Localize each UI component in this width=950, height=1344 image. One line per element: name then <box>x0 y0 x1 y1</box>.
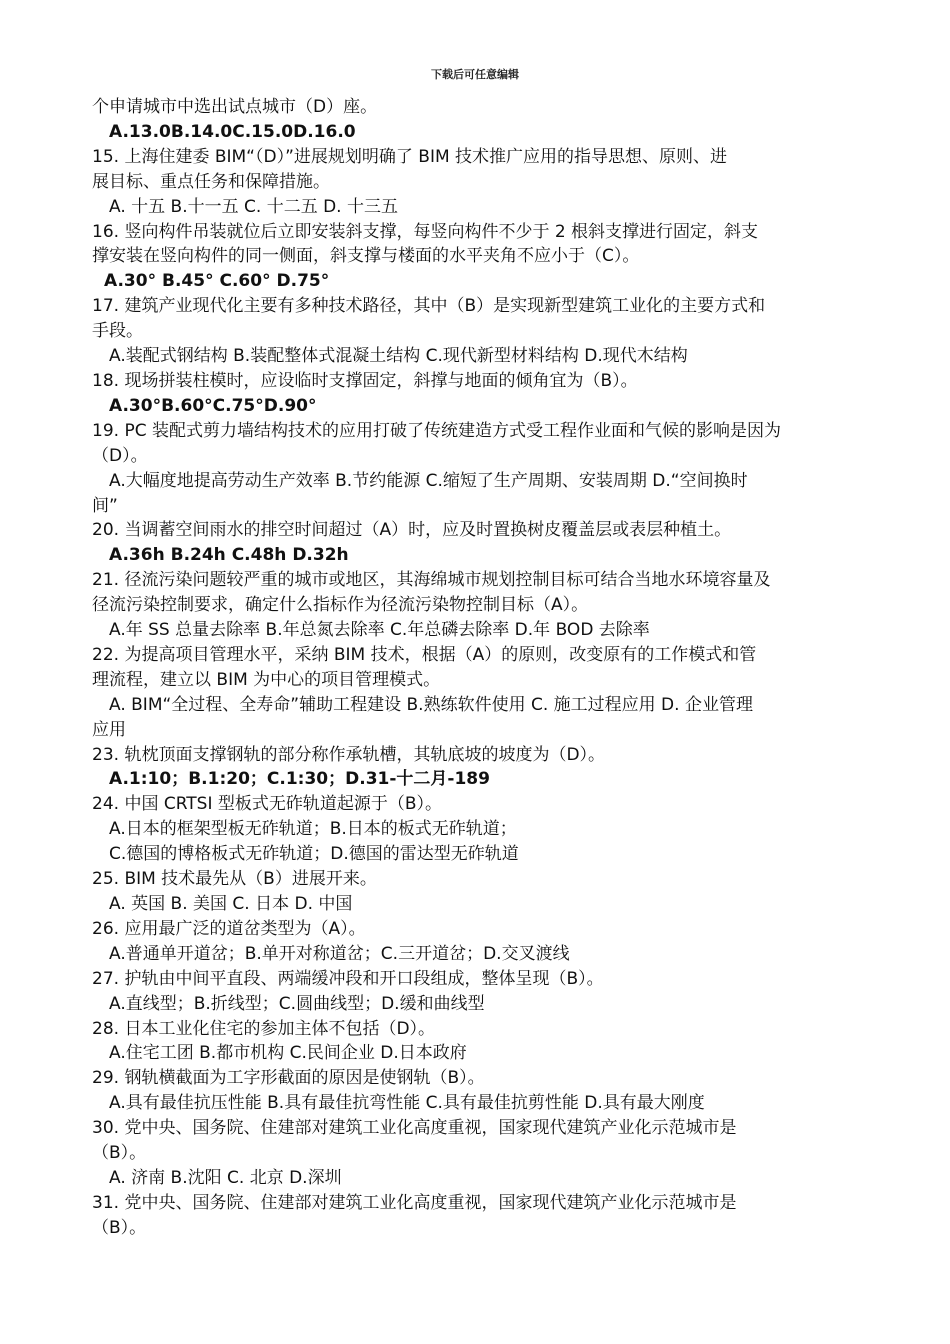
answer-options: A. 十五 B.十一五 C. 十二五 D. 十三五 <box>109 196 398 217</box>
text-line: 应用 <box>92 719 126 740</box>
answer-options: A.年 SS 总量去除率 B.年总氮去除率 C.年总磷去除率 D.年 BOD 去除率 <box>109 620 650 641</box>
text-line: 径流污染控制要求，确定什么指标作为径流污染物控制目标（A）。 <box>92 595 589 616</box>
question-24: 24. 中国 CRTSⅠ 型板式无砟轨道起源于（B）。 <box>92 794 443 815</box>
question-22: 22. 为提高项目管理水平，采纳 BIM 技术，根据（A）的原则，改变原有的工作模式和管 <box>92 644 757 665</box>
answer-options: A.日本的框架型板无砟轨道；B.日本的板式无砟轨道； <box>109 819 517 840</box>
question-15: 15. 上海住建委 BIM“（D）”进展规划明确了 BIM 技术推广应用的指导思想、原则、进 <box>92 146 728 167</box>
page-header: 下载后可任意编辑 <box>431 68 519 81</box>
question-17: 17. 建筑产业现代化主要有多种技术路径，其中（B）是实现新型建筑工业化的主要方式和 <box>92 296 766 317</box>
question-27: 27. 护轨由中间平直段、两端缓冲段和开口段组成，整体呈现（B）。 <box>92 968 604 989</box>
answer-options: A.普通单开道岔；B.单开对称道岔；C.三开道岔；D.交叉渡线 <box>109 943 570 964</box>
text-line: 展目标、重点任务和保障措施。 <box>92 171 330 192</box>
question-18: 18. 现场拼装柱模时，应设临时支撑固定，斜撑与地面的倾角宜为（B）。 <box>92 370 638 391</box>
question-21: 21. 径流污染问题较严重的城市或地区，其海绵城市规划控制目标可结合当地水环境容量及 <box>92 570 771 591</box>
answer-options: A.1:10；B.1:20；C.1:30；D.31-十二月-189 <box>109 769 490 790</box>
text-line: 手段。 <box>92 321 143 342</box>
answer-options: A.装配式钢结构 B.装配整体式混凝土结构 C.现代新型材料结构 D.现代木结构 <box>109 346 688 367</box>
answer-options: A.13.0B.14.0C.15.0D.16.0 <box>109 121 356 142</box>
question-16: 16. 竖向构件吊装就位后立即安装斜支撑，每竖向构件不少于 2 根斜支撑进行固定，斜支 <box>92 221 759 242</box>
answer-options: A.大幅度地提高劳动生产效率 B.节约能源 C.缩短了生产周期、安装周期 D.“空间换时 <box>109 470 748 491</box>
answer-options: A.36h B.24h C.48h D.32h <box>109 545 349 566</box>
question-20: 20. 当调蓄空间雨水的排空时间超过（A）时，应及时置换树皮覆盖层或表层种植土。 <box>92 520 732 541</box>
question-25: 25. BIM 技术最先从（B）进展开来。 <box>92 869 377 890</box>
text-line: 间” <box>92 495 118 516</box>
question-19: 19. PC 装配式剪力墙结构技术的应用打破了传统建造方式受工程作业面和气候的影响是因为 <box>92 420 781 441</box>
question-30: 30. 党中央、国务院、住建部对建筑工业化高度重视，国家现代建筑产业化示范城市是 <box>92 1118 737 1139</box>
question-29: 29. 钢轨横截面为工字形截面的原因是使钢轨（B）。 <box>92 1068 485 1089</box>
text-line: 撑安装在竖向构件的同一侧面，斜支撑与楼面的水平夹角不应小于（C）。 <box>92 246 640 267</box>
text-line: （B）。 <box>92 1143 147 1164</box>
question-23: 23. 轨枕顶面支撑钢轨的部分称作承轨槽，其轨底坡的坡度为（D）。 <box>92 744 606 765</box>
text-line: （D）。 <box>92 445 148 466</box>
answer-options: A. 济南 B.沈阳 C. 北京 D.深圳 <box>109 1167 342 1188</box>
answer-options: A. BIM“全过程、全寿命”辅助工程建设 B.熟练软件使用 C. 施工过程应用 D. 企业管理 <box>109 694 753 715</box>
answer-options: C.德国的博格板式无砟轨道；D.德国的雷达型无砟轨道 <box>109 844 519 865</box>
question-31: 31. 党中央、国务院、住建部对建筑工业化高度重视，国家现代建筑产业化示范城市是 <box>92 1192 737 1213</box>
answer-options: A.30° B.45° C.60° D.75° <box>104 271 330 292</box>
question-28: 28. 日本工业化住宅的参加主体不包括（D）。 <box>92 1018 436 1039</box>
answer-options: A.住宅工团 B.都市机构 C.民间企业 D.日本政府 <box>109 1043 467 1064</box>
text-line: 个申请城市中选出试点城市（D）座。 <box>92 97 378 117</box>
answer-options: A. 英国 B. 美国 C. 日本 D. 中国 <box>109 894 353 914</box>
question-26: 26. 应用最广泛的道岔类型为（A）。 <box>92 918 366 939</box>
text-line: 理流程，建立以 BIM 为中心的项目管理模式。 <box>92 669 441 690</box>
answer-options: A.直线型；B.折线型；C.圆曲线型；D.缓和曲线型 <box>109 993 485 1014</box>
text-line: （B）。 <box>92 1217 147 1238</box>
document-body <box>92 95 864 1241</box>
answer-options: A.具有最佳抗压性能 B.具有最佳抗弯性能 C.具有最佳抗剪性能 D.具有最大刚度 <box>109 1093 705 1114</box>
answer-options: A.30°B.60°C.75°D.90° <box>109 395 317 416</box>
